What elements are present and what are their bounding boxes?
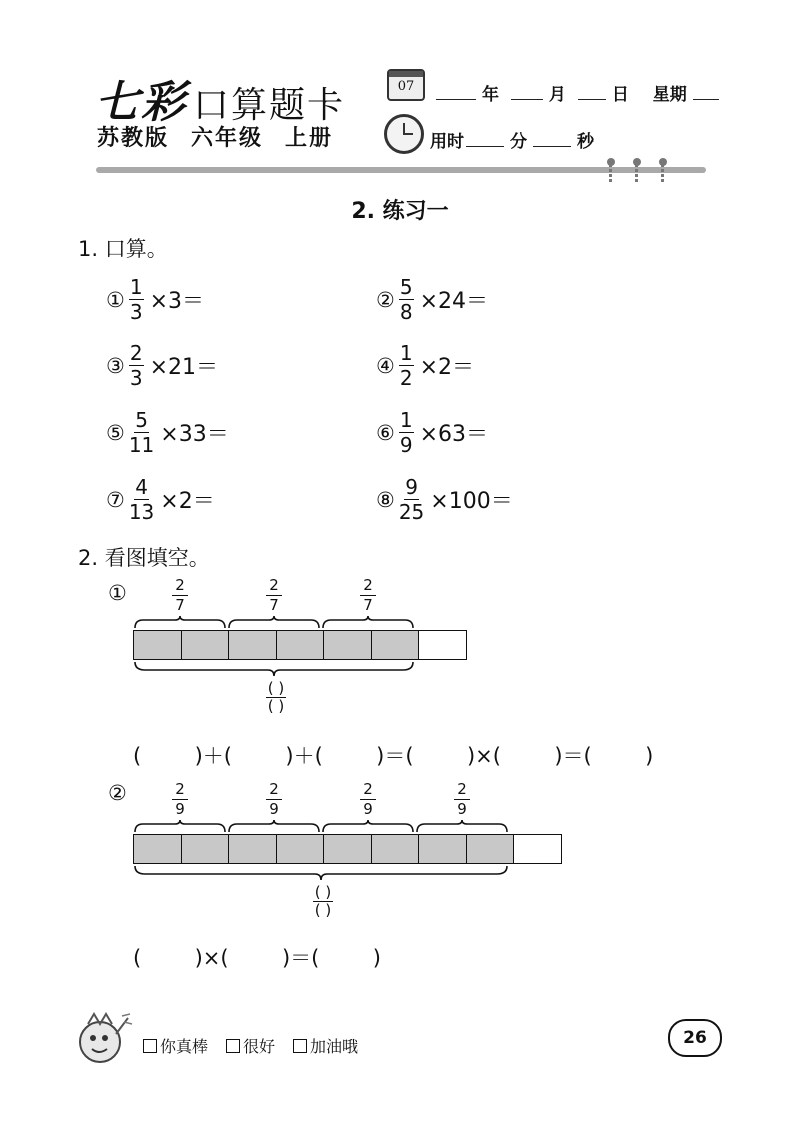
edition-publisher: 苏教版 xyxy=(97,126,170,151)
date-day-label: 日 xyxy=(611,85,629,105)
group-fraction xyxy=(264,578,284,613)
denominator: 9 xyxy=(399,433,413,457)
fraction xyxy=(129,277,144,322)
denominator: 13 xyxy=(128,500,155,524)
denominator: 7 xyxy=(269,596,279,614)
bar-cell-shaded xyxy=(181,834,230,864)
fraction xyxy=(399,410,414,455)
group-fraction xyxy=(358,578,378,613)
answer-numerator[interactable]: ( ) xyxy=(314,883,332,901)
group-brace xyxy=(323,616,413,628)
pin-icon xyxy=(635,158,639,184)
denominator: 8 xyxy=(399,300,413,324)
q2-heading: 2. 看图填空。 xyxy=(78,546,210,570)
problem-8 xyxy=(376,477,513,522)
denominator: 25 xyxy=(398,500,425,524)
denominator: 3 xyxy=(129,366,143,390)
numerator: 5 xyxy=(135,408,148,432)
group-fraction xyxy=(452,782,472,817)
problem-number: ⑧ xyxy=(376,487,395,512)
rating-great[interactable] xyxy=(143,1034,208,1057)
denominator: 2 xyxy=(399,366,413,390)
numerator: 2 xyxy=(172,782,188,800)
rating-keep-going[interactable] xyxy=(293,1034,358,1057)
problem-1 xyxy=(106,277,204,322)
problem-3 xyxy=(106,343,218,388)
bar-cell-shaded xyxy=(133,834,182,864)
bar-cell-shaded xyxy=(133,630,182,660)
denominator: 3 xyxy=(129,300,143,324)
group-brace xyxy=(229,616,319,628)
bar-cell-shaded xyxy=(418,834,467,864)
group-brace xyxy=(417,820,507,832)
expression[interactable]: ×24＝ xyxy=(419,289,488,314)
numerator: 2 xyxy=(266,782,282,800)
checkbox[interactable] xyxy=(143,1039,157,1053)
answer-fraction[interactable] xyxy=(305,884,341,918)
problem-number: ② xyxy=(376,287,395,312)
answer-denominator[interactable]: ( ) xyxy=(267,696,285,715)
edition-grade: 六年级 xyxy=(191,126,264,151)
self-rating xyxy=(143,1034,358,1057)
fraction xyxy=(129,410,154,455)
group-fraction xyxy=(358,782,378,817)
bar-cell-shaded xyxy=(323,834,372,864)
fraction xyxy=(399,277,414,322)
lesson-title xyxy=(0,194,800,225)
group-brace xyxy=(135,616,225,628)
denominator: 9 xyxy=(269,800,279,818)
group-brace xyxy=(229,820,319,832)
group-brace xyxy=(135,820,225,832)
group-brace xyxy=(323,820,413,832)
numerator: 1 xyxy=(399,408,413,432)
bar-cell-shaded xyxy=(228,834,277,864)
bar-cell-shaded xyxy=(371,834,420,864)
bar-cell-shaded xyxy=(323,630,372,660)
fraction xyxy=(399,343,414,388)
clock-icon xyxy=(384,114,424,154)
bar-cell-shaded xyxy=(466,834,515,864)
expression[interactable]: ×21＝ xyxy=(149,355,218,380)
numerator: 1 xyxy=(129,275,143,299)
rating-keep-going-label: 加油哦 xyxy=(310,1037,359,1056)
denominator: 9 xyxy=(175,800,185,818)
problem-number: ③ xyxy=(106,353,125,378)
time-label: 用时 xyxy=(430,132,464,152)
mascot-icon xyxy=(72,1008,134,1070)
expression[interactable]: ×2＝ xyxy=(160,489,215,514)
numerator: 2 xyxy=(360,578,376,596)
numerator: 2 xyxy=(360,782,376,800)
pin-icon xyxy=(609,158,613,184)
bar-cell-empty xyxy=(418,630,467,660)
rating-great-label: 你真棒 xyxy=(160,1037,209,1056)
problem-number: ⑤ xyxy=(106,420,125,445)
pin-icon xyxy=(661,158,665,184)
denominator: 9 xyxy=(363,800,373,818)
numerator: 2 xyxy=(454,782,470,800)
fraction xyxy=(399,477,424,522)
fraction-bar xyxy=(135,834,563,864)
denominator: 9 xyxy=(457,800,467,818)
total-brace xyxy=(135,662,413,676)
expression[interactable]: ×3＝ xyxy=(149,289,204,314)
rating-good[interactable] xyxy=(226,1034,275,1057)
part2-number: ② xyxy=(108,781,127,805)
header-divider xyxy=(96,167,706,173)
expression[interactable]: ×2＝ xyxy=(419,355,474,380)
denominator: 11 xyxy=(128,433,155,457)
numerator: 2 xyxy=(266,578,282,596)
bar-cell-shaded xyxy=(371,630,420,660)
checkbox[interactable] xyxy=(226,1039,240,1053)
calendar-day: 07 xyxy=(397,79,415,94)
part2-equation[interactable]: ( )×( )＝( ) xyxy=(133,946,381,970)
part1-number: ① xyxy=(108,581,127,605)
brand-qi: 七彩 xyxy=(95,77,187,128)
numerator: 2 xyxy=(129,341,143,365)
problem-number: ① xyxy=(106,287,125,312)
answer-denominator[interactable]: ( ) xyxy=(314,900,332,919)
fraction xyxy=(129,343,144,388)
group-fraction xyxy=(170,578,190,613)
expression[interactable]: ×33＝ xyxy=(160,422,229,447)
problem-2 xyxy=(376,277,488,322)
time-seconds-label: 秒 xyxy=(577,132,594,152)
problem-4 xyxy=(376,343,474,388)
day-blank[interactable] xyxy=(578,85,606,100)
bar-cell-shaded xyxy=(276,834,325,864)
numerator: 4 xyxy=(135,475,148,499)
month-blank[interactable] xyxy=(511,85,543,100)
part1-equation[interactable]: ( )＋( )＋( )＝( )×( )＝( ) xyxy=(133,744,654,768)
date-line xyxy=(430,80,725,105)
rating-good-label: 很好 xyxy=(243,1037,276,1056)
year-blank[interactable] xyxy=(436,85,476,100)
denominator: 7 xyxy=(175,596,185,614)
bar-cell-shaded xyxy=(181,630,230,660)
problem-5 xyxy=(106,410,229,455)
fraction-bar xyxy=(135,630,468,660)
time-minutes-label: 分 xyxy=(510,132,527,152)
group-fraction xyxy=(264,782,284,817)
expression[interactable]: ×63＝ xyxy=(419,422,488,447)
fraction xyxy=(129,477,154,522)
problem-number: ⑥ xyxy=(376,420,395,445)
expression[interactable]: ×100＝ xyxy=(430,489,513,514)
page-number: 26 xyxy=(668,1019,722,1057)
bar-cell-empty xyxy=(513,834,562,864)
numerator: 1 xyxy=(399,341,413,365)
bar-cell-shaded xyxy=(228,630,277,660)
checkbox[interactable] xyxy=(293,1039,307,1053)
total-brace xyxy=(135,866,507,880)
numerator: 5 xyxy=(399,275,413,299)
problem-6 xyxy=(376,410,488,455)
problem-7 xyxy=(106,477,215,522)
date-year-label: 年 xyxy=(482,85,499,105)
problem-number: ⑦ xyxy=(106,487,125,512)
q1-heading: 1. 口算。 xyxy=(78,237,168,261)
minutes-blank[interactable] xyxy=(466,132,504,147)
weekday-blank[interactable] xyxy=(693,85,719,100)
edition-line xyxy=(97,121,355,152)
group-fraction xyxy=(170,782,190,817)
denominator: 7 xyxy=(363,596,373,614)
edition-volume: 上册 xyxy=(285,126,334,151)
bar-cell-shaded xyxy=(276,630,325,660)
numerator: 2 xyxy=(172,578,188,596)
answer-numerator[interactable]: ( ) xyxy=(267,679,285,697)
calendar-icon xyxy=(387,69,425,101)
date-weekday-label: 星期 xyxy=(652,85,687,105)
answer-fraction[interactable] xyxy=(258,680,294,714)
time-line xyxy=(430,127,594,152)
lesson-title-text: 2. 练习一 xyxy=(351,199,449,224)
brand-name: 口算题卡 xyxy=(193,85,346,126)
problem-number: ④ xyxy=(376,353,395,378)
seconds-blank[interactable] xyxy=(533,132,571,147)
numerator: 9 xyxy=(405,475,418,499)
date-month-label: 月 xyxy=(548,85,566,105)
